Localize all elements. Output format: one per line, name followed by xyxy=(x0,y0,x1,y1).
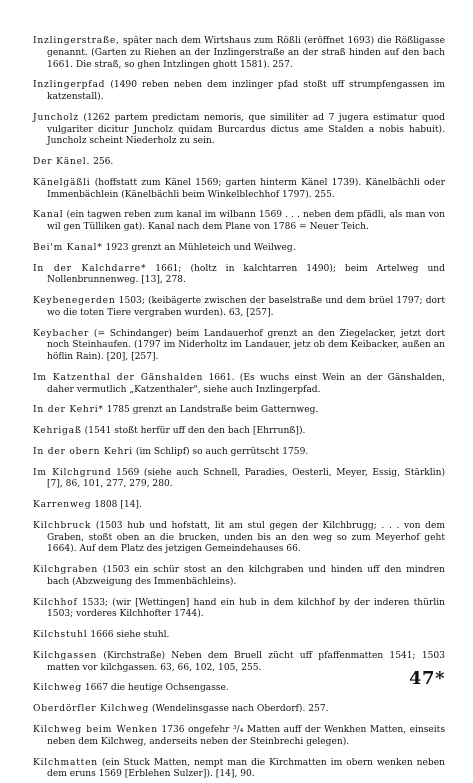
entry-text: später nach dem Wirtshaus zum Rößli (eröffnet 1693) die Rößligasse genannt. (Garten zu Riehen an der Inzlingerstraße an der straß hinden auf den bach 1661. Die straß, so ghen Intzlingen ghott 1581). 257. xyxy=(47,36,445,70)
entry-head: Kilchgassen xyxy=(33,650,98,661)
entry-katzenthal xyxy=(33,373,445,396)
entry-text: 1533; (wir [Wettingen] hand ein hub in dem kilchhof by der inderen thürlin 1503; vorderes Kilchhofter 1744). xyxy=(47,597,445,620)
entry-kilchweg-wenken xyxy=(33,725,445,748)
entry-text: (ein tagwen reben zum kanal im wilbann 1569 . . . neben dem pfädli, als man von wil gen Tülliken gat). Kanal nach dem Plane von 1786 = Neuer Teich. xyxy=(47,210,445,232)
entry-head: Känelgäßli xyxy=(33,177,91,188)
entry-text: 1666 siehe stuhl. xyxy=(90,630,170,641)
entry-head: Kilchstuhl xyxy=(33,630,88,641)
entry-kilchmatten xyxy=(33,758,445,781)
entry-kehrigass xyxy=(33,426,445,438)
entry-head: Im Kilchgrund xyxy=(33,467,112,478)
entry-kilchgassen xyxy=(33,651,445,674)
entry-text: 1661. (Es wuchs einst Wein an der Gänshalden, daher vermutlich „Katzenthaler", siehe auch Inzlingerpfad. xyxy=(47,372,445,395)
entry-inzlingerpfad xyxy=(33,80,445,103)
entry-text: 1661; (holtz in kalchtarren 1490); beim Artelweg und Nollenbrunnenweg. [13], 278. xyxy=(47,263,445,286)
entry-kilchstuhl xyxy=(33,630,445,642)
entry-text: (hoffstatt zum Känel 1569; garten hinterm Känel 1739). Känelbächli oder Immenbächlein (Känelbächli beim Winkelblechhof 1797). 255. xyxy=(47,177,445,200)
entry-text: 1569 (siehe auch Schnell, Paradies, Oesterli, Meyer, Essig, Stärklin) [7], 86, 101, 277, 279, 280. xyxy=(47,467,445,490)
entry-kilchbruck xyxy=(33,521,445,556)
entry-head: Kehrigaß xyxy=(33,426,82,437)
entry-head: Bei'm Kanal* xyxy=(33,242,103,253)
entry-text: (im Schlipf) so auch gerrütscht 1759. xyxy=(135,446,309,457)
entry-list xyxy=(33,27,445,783)
entry-kaenelgaessli xyxy=(33,178,445,201)
entry-text: (1541 stoßt herfür uff den den bach [Ehrrunß]). xyxy=(84,426,306,437)
entry-head: Im Katzenthal der Gänshalden xyxy=(33,372,204,383)
entry-head: Inzlingerpfad xyxy=(33,80,106,91)
entry-head: Karrenweg xyxy=(33,500,92,511)
entry-head: Kanal xyxy=(33,210,64,221)
entry-inzlingerstrasse xyxy=(33,36,445,71)
entry-text: 1923 grenzt an Mühleteich und Weilweg. xyxy=(105,242,296,253)
entry-text: 1667 die heutige Ochsengasse. xyxy=(84,683,229,694)
entry-head: Keybenegerden xyxy=(33,296,116,307)
entry-text: 1808 [14]. xyxy=(94,500,142,511)
entry-head: In der obern Kehri xyxy=(33,446,133,457)
entry-head: Kilchhof xyxy=(33,597,78,608)
entry-head: Der Känel. xyxy=(33,157,91,167)
entry-text: (1262 partem predictam nemoris, que similiter ad 7 jugera estimatur quod vulgariter dicitur Juncholz quidam Burcardus dictus ame Stalden a nobis habuit). Juncholz scheint Niederholz zu sein. xyxy=(47,112,445,147)
entry-kilchgraben xyxy=(33,565,445,588)
entry-head: Kilchweg beim Wenken xyxy=(33,725,158,736)
entry-kilchweg xyxy=(33,683,445,695)
entry-kilchgrund xyxy=(33,468,445,491)
entry-text: (1503 hub und hofstatt, lit am stul gegen der Kilchbrugg; . . . von dem Graben, stoßt oben an die brucken, unden bis an den weg so zum Meyerhof geht 1664). Auf dem Platz des jetzigen Gemeindehauses 66. xyxy=(47,520,445,555)
entry-keybacher xyxy=(33,329,445,364)
entry-head: Inzlingerstraße, xyxy=(33,36,120,47)
entry-oberdoerfler-kilchweg xyxy=(33,704,445,716)
entry-kehri xyxy=(33,405,445,417)
entry-text: (= Schindanger) beim Landauerhof grenzt an den Ziegelacker, jetzt dort noch Steinhaufen. (1797 im Niderholtz im Landauer, jetz ob dem Keibacker, außen an höflin Rain). [20], [257]. xyxy=(47,328,445,362)
entry-text: 256. xyxy=(93,157,114,167)
entry-head: Keybacher xyxy=(33,328,90,339)
entry-head: Juncholz xyxy=(33,112,79,123)
entry-head: Kilchbruck xyxy=(33,520,92,531)
entry-obern-kehri xyxy=(33,447,445,459)
entry-head: Kilchweg xyxy=(33,683,82,694)
entry-head: Kilchmatten xyxy=(33,757,98,768)
entry-text: 1785 grenzt an Landstraße beim Gatternweg. xyxy=(106,405,319,416)
entry-head: In der Kehri* xyxy=(33,405,104,416)
entry-text: (Kirchstraße) Neben dem Bruell zücht uff pfaffenmatten 1541; 1503 matten vor kilchgassen. 63, 66, 102, 105, 255. xyxy=(47,650,445,673)
entry-text: 1736 ongefehr ³/₄ Matten auff der Wenkhen Matten, einseits neben dem Kilchweg, anderseits neben der Steinbrechi gelegen). xyxy=(47,725,445,747)
entry-beim-kanal xyxy=(33,243,445,255)
entry-kanal xyxy=(33,210,445,233)
entry-der-kaenel xyxy=(33,157,445,169)
entry-keybenegerden xyxy=(33,296,445,319)
entry-kalchdarre xyxy=(33,264,445,287)
entry-text: 1503; (keibägerte zwischen der baselstraße und dem brüel 1797; dort wo die toten Tiere vergraben wurden). 63, [257]. xyxy=(47,296,445,318)
entry-text: (Wendelinsgasse nach Oberdorf). 257. xyxy=(152,704,329,715)
page-number: 47* xyxy=(409,668,445,689)
entry-head: Oberdörfler Kilchweg xyxy=(33,704,150,715)
entry-karrenweg xyxy=(33,500,445,512)
entry-text: (1490 reben neben dem inzlinger pfad stoßt uff strumpfengassen im katzenstall). xyxy=(47,80,445,102)
entry-head: In der Kalchdarre* xyxy=(33,263,147,274)
entry-juncholz xyxy=(33,113,445,148)
entry-text: (ein Stuck Matten, nempt man die Kirchmatten im obern wenken neben dem eruns 1569 [Erblehen Sulzer]). [14], 90. xyxy=(47,757,445,780)
entry-text: (1503 ein schür stost an den kilchgraben und hinden uff den mindren bach (Abzweigung des Immenbächleins). xyxy=(47,565,445,587)
entry-head: Kilchgraben xyxy=(33,565,99,576)
entry-kilchhof xyxy=(33,598,445,621)
